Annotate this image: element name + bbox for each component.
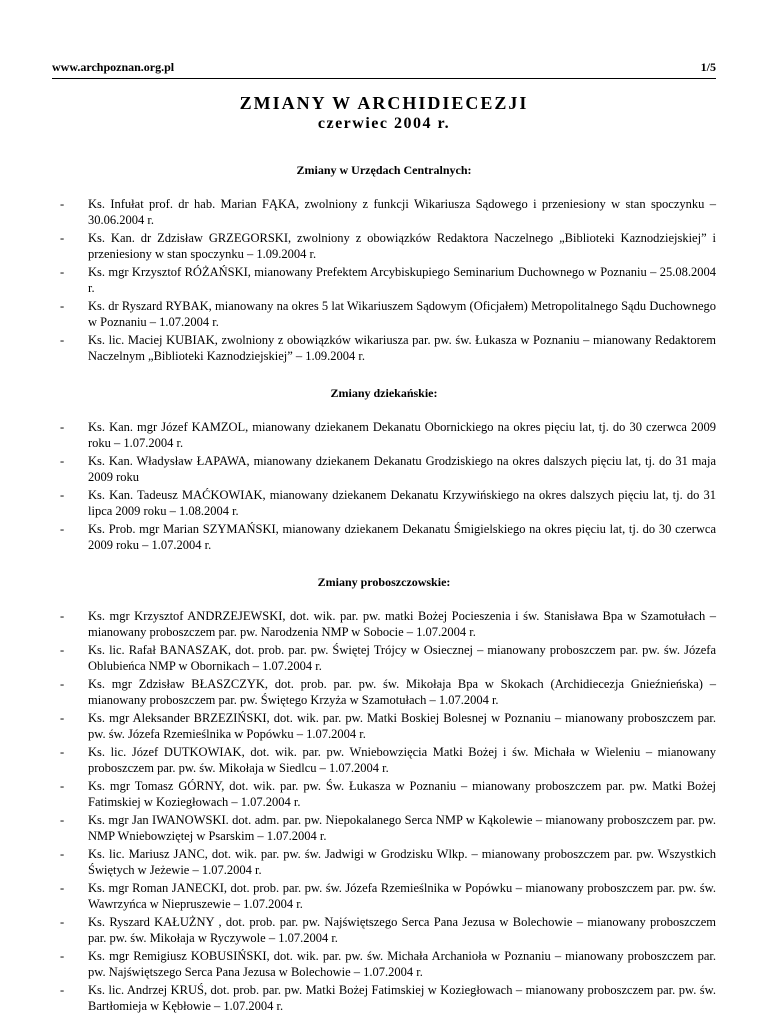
section-parish-changes bbox=[52, 574, 716, 1014]
document-body bbox=[52, 162, 716, 1035]
list-item: - Ks. lic. Józef DUTKOWIAK, dot. wik. par. pw. Wniebowzięcia Matki Bożej i św. Michała w Wieleniu – mianowany proboszczem par. pw. św. Mikołaja w Siedlcu – 1.07.2004 r. bbox=[52, 744, 716, 776]
list-item: - Ks. Ryszard KAŁUŻNY , dot. prob. par. pw. Najświętszego Serca Pana Jezusa w Bolechowie – mianowany proboszczem par. pw. św. Mikołaja w Ryczywole – 1.07.2004 r. bbox=[52, 914, 716, 946]
entry-list bbox=[52, 419, 716, 553]
list-item: - Ks. Kan. dr Zdzisław GRZEGORSKI, zwolniony z obowiązków Redaktora Naczelnego „Biblioteki Kaznodziejskiej” i przeniesiony w stan spoczynku – 1.09.2004 r. bbox=[52, 230, 716, 262]
section-heading: Zmiany proboszczowskie: bbox=[317, 575, 451, 589]
list-item: - Ks. mgr Roman JANECKI, dot. prob. par. pw. św. Józefa Rzemieślnika w Popówku – mianowany proboszczem par. pw. św. Wawrzyńca w Niepruszewie – 1.07.2004 r. bbox=[52, 880, 716, 912]
site-url: www.archpoznan.org.pl bbox=[52, 60, 175, 74]
header-divider bbox=[52, 78, 716, 79]
list-item: - Ks. lic. Mariusz JANC, dot. wik. par. pw. św. Jadwigi w Grodzisku Wlkp. – mianowany proboszczem par. pw. Wszystkich Świętych w Jeżewie – 1.07.2004 r. bbox=[52, 846, 716, 878]
section-central-offices bbox=[52, 162, 716, 364]
page-header bbox=[52, 60, 716, 75]
list-item: - Ks. mgr Jan IWANOWSKI. dot. adm. par. pw. Niepokalanego Serca NMP w Kąkolewie – mianowany proboszczem par. pw. NMP Wniebowziętej w Psarskim – 1.07.2004 r. bbox=[52, 812, 716, 844]
document-subtitle: czerwiec 2004 r. bbox=[317, 115, 451, 132]
list-item: - Ks. Kan. mgr Józef KAMZOL, mianowany dziekanem Dekanatu Obornickiego na okres pięciu lat, tj. do 30 czerwca 2009 roku – 1.07.2004 r. bbox=[52, 419, 716, 451]
document-title: ZMIANY W ARCHIDIECEZJI bbox=[239, 93, 529, 113]
list-item: - Ks. mgr Zdzisław BŁASZCZYK, dot. prob. par. pw. św. Mikołaja Bpa w Skokach (Archidiecezja Gnieźnieńska) – mianowany proboszczem par. pw. Świętego Krzyża w Szamotułach – 1.07.2004 r. bbox=[52, 676, 716, 708]
list-item: - Ks. dr Ryszard RYBAK, mianowany na okres 5 lat Wikariuszem Sądowym (Oficjałem) Metropolitalnego Sądu Duchownego w Poznaniu – 1.07.2004 r. bbox=[52, 298, 716, 330]
list-item: - Ks. lic. Andrzej KRUŚ, dot. prob. par. pw. Matki Bożej Fatimskiej w Koziegłowach – mianowany proboszczem par. pw. św. Bartłomieja w Kębłowie – 1.07.2004 r. bbox=[52, 982, 716, 1014]
list-item: - Ks. Prob. mgr Marian SZYMAŃSKI, mianowany dziekanem Dekanatu Śmigielskiego na okres pięciu lat, tj. do 30 czerwca 2009 roku – 1.07.2004 r. bbox=[52, 521, 716, 553]
list-item: - Ks. Kan. Tadeusz MAĆKOWIAK, mianowany dziekanem Dekanatu Krzywińskiego na okres dalszych pięciu lat, tj. do 31 lipca 2009 roku – 1.08.2004 r. bbox=[52, 487, 716, 519]
list-item: - Ks. mgr Krzysztof RÓŻAŃSKI, mianowany Prefektem Arcybiskupiego Seminarium Duchownego w Poznaniu – 25.08.2004 r. bbox=[52, 264, 716, 296]
entry-list bbox=[52, 608, 716, 1014]
list-item: - Ks. mgr Tomasz GÓRNY, dot. wik. par. pw. Św. Łukasza w Poznaniu – mianowany proboszczem par. pw. Matki Bożej Fatimskiej w Koziegłowach – 1.07.2004 r. bbox=[52, 778, 716, 810]
list-item: - Ks. lic. Maciej KUBIAK, zwolniony z obowiązków wikariusza par. pw. św. Łukasza w Poznaniu – mianowany Redaktorem Naczelnym „Biblioteki Kaznodziejskiej” – 1.09.2004 r. bbox=[52, 332, 716, 364]
page-number: 1/5 bbox=[700, 60, 716, 74]
section-deanery-changes bbox=[52, 385, 716, 553]
section-heading: Zmiany dziekańskie: bbox=[330, 386, 438, 400]
list-item: - Ks. mgr Aleksander BRZEZIŃSKI, dot. wik. par. pw. Matki Boskiej Bolesnej w Poznaniu – mianowany proboszczem par. pw. św. Józefa Rzemieślnika w Popówku – 1.07.2004 r. bbox=[52, 710, 716, 742]
section-heading: Zmiany w Urzędach Centralnych: bbox=[296, 163, 472, 177]
list-item: - Ks. Infułat prof. dr hab. Marian FĄKA, zwolniony z funkcji Wikariusza Sądowego i przeniesiony w stan spoczynku – 30.06.2004 r. bbox=[52, 196, 716, 228]
list-item: - Ks. mgr Krzysztof ANDRZEJEWSKI, dot. wik. par. pw. matki Bożej Pocieszenia i św. Stanisława Bpa w Szamotułach – mianowany proboszczem par. pw. Narodzenia NMP w Sobocie – 1.07.2004 r. bbox=[52, 608, 716, 640]
list-item: - Ks. Kan. Władysław ŁAPAWA, mianowany dziekanem Dekanatu Grodziskiego na okres dalszych pięciu lat, tj. do 31 maja 2009 roku bbox=[52, 453, 716, 485]
list-item: - Ks. lic. Rafał BANASZAK, dot. prob. par. pw. Świętej Trójcy w Osiecznej – mianowany proboszczem par. pw. św. Józefa Oblubieńca NMP w Obornikach – 1.07.2004 r. bbox=[52, 642, 716, 674]
entry-list bbox=[52, 196, 716, 364]
list-item: - Ks. mgr Remigiusz KOBUSIŃSKI, dot. wik. par. pw. św. Michała Archanioła w Poznaniu – mianowany proboszczem par. pw. Najświętszego Serca Pana Jezusa w Bolechowie – 1.07.2004 r. bbox=[52, 948, 716, 980]
